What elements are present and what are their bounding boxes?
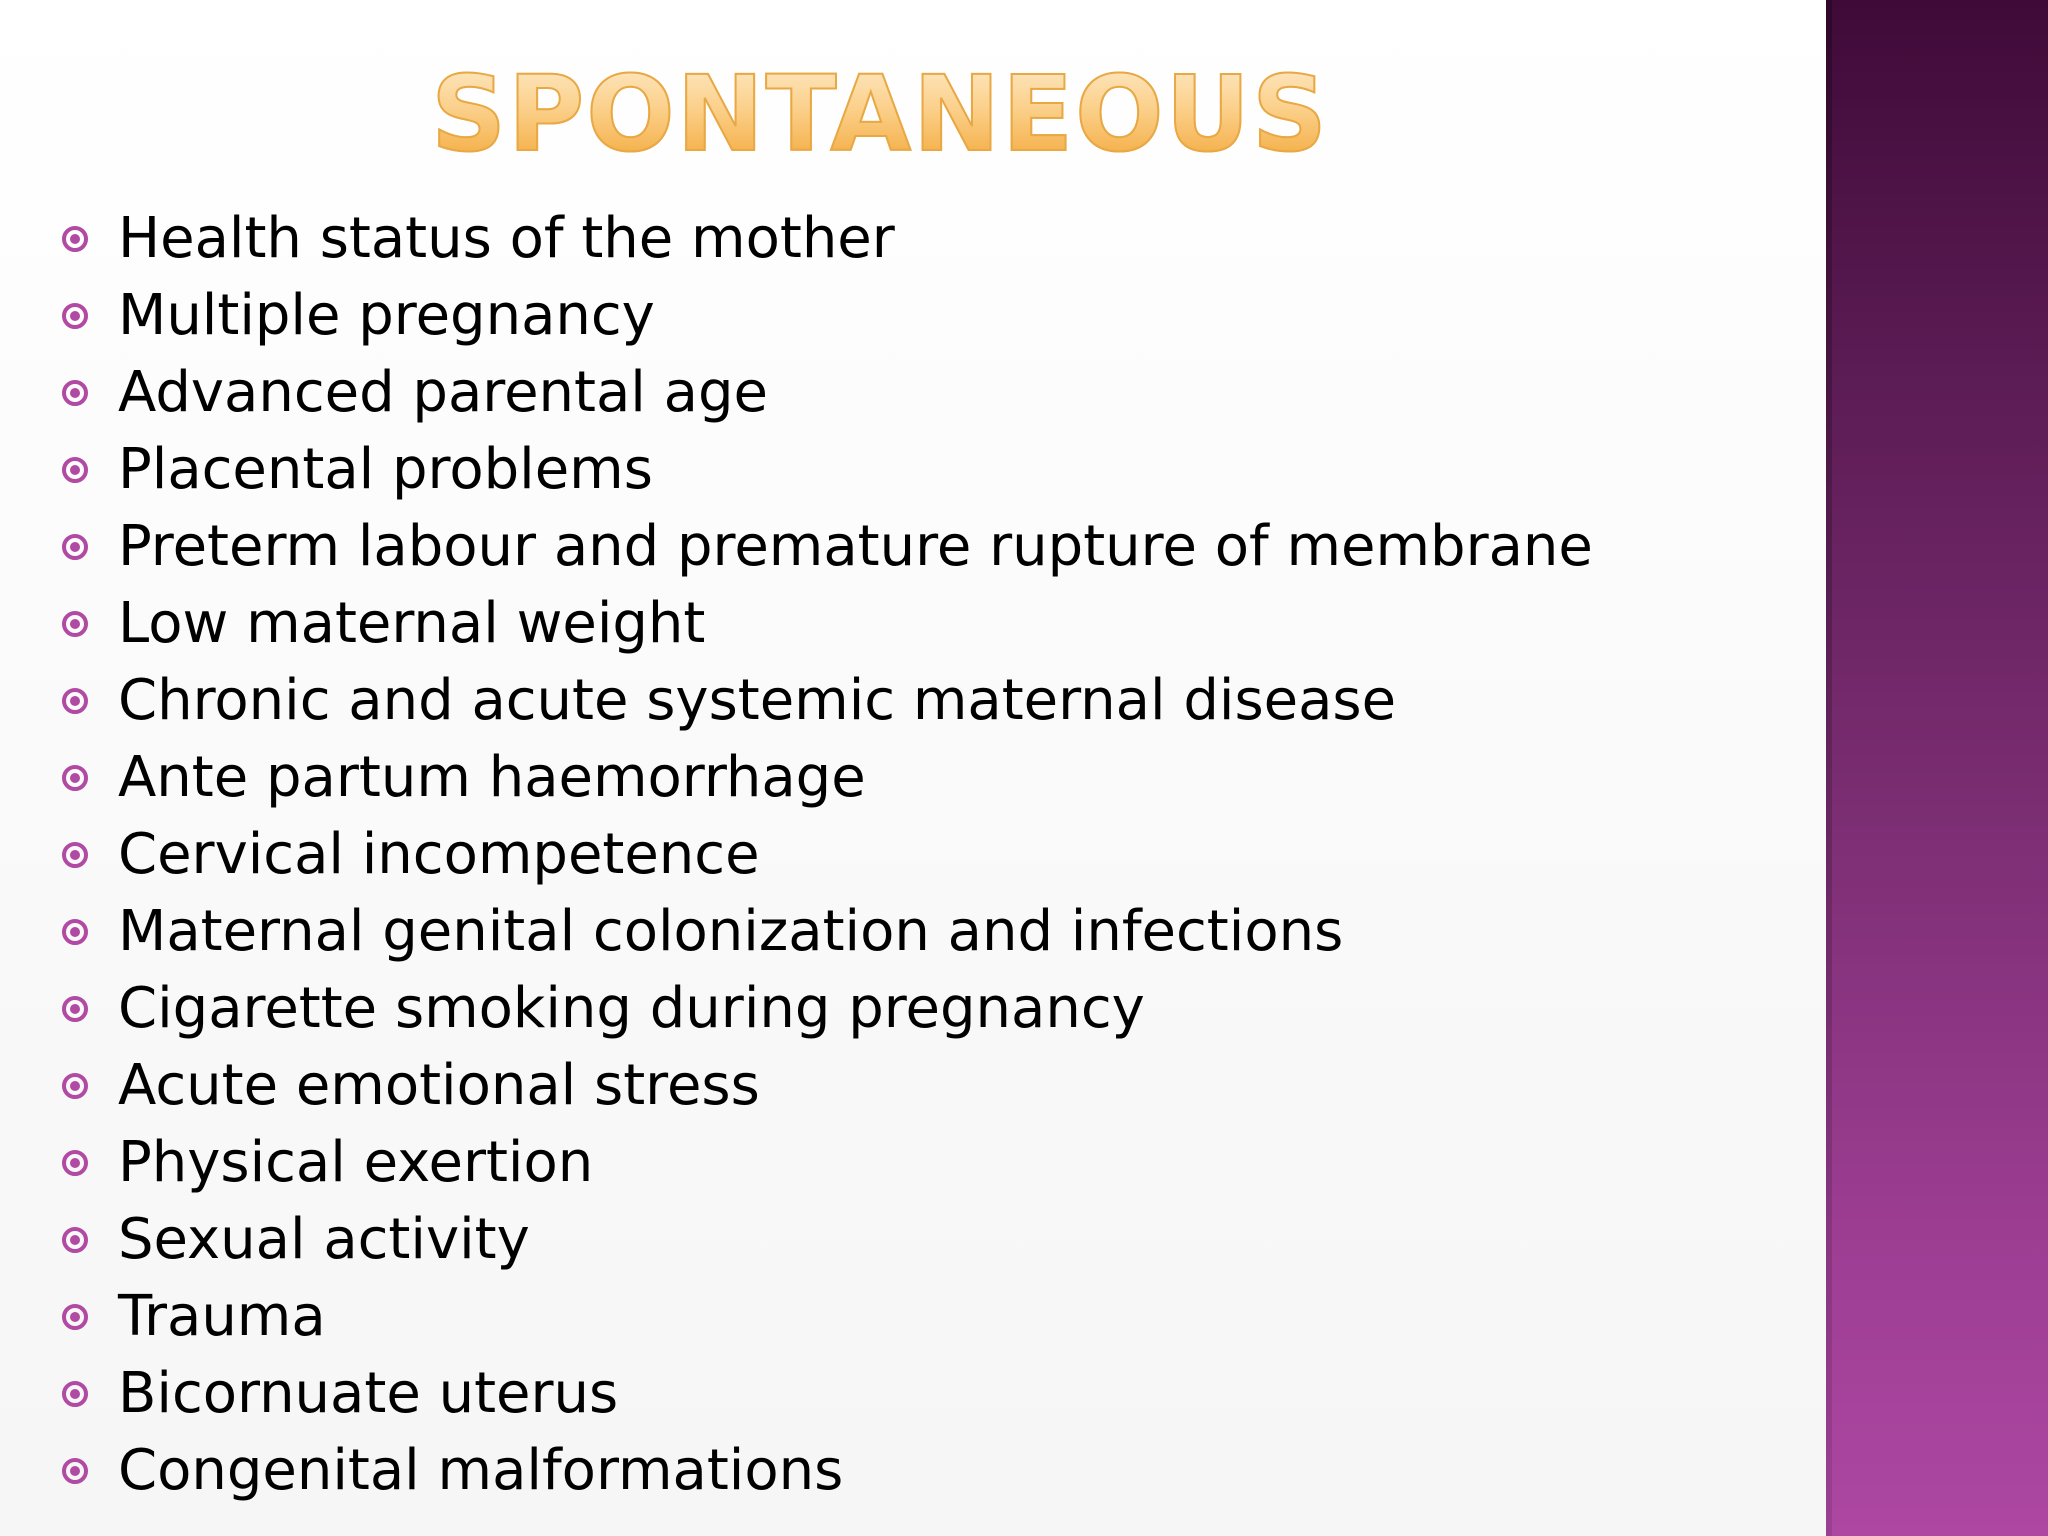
list-item-text: Physical exertion <box>118 1129 594 1195</box>
target-bullet-icon <box>62 226 88 252</box>
list-item-text: Bicornuate uterus <box>118 1360 619 1426</box>
list-item-text: Ante partum haemorrhage <box>118 744 866 810</box>
target-bullet-icon <box>62 842 88 868</box>
list-item <box>62 816 1593 893</box>
list-item-text: Multiple pregnancy <box>118 282 655 348</box>
list-item-text: Maternal genital colonization and infections <box>118 898 1344 964</box>
list-item-text: Acute emotional stress <box>118 1052 760 1118</box>
list-item-text: Preterm labour and premature rupture of membrane <box>118 513 1593 579</box>
list-item <box>62 662 1593 739</box>
list-item-text: Trauma <box>118 1283 326 1349</box>
target-bullet-icon <box>62 380 88 406</box>
decorative-side-band <box>1826 0 2048 1536</box>
target-bullet-icon <box>62 611 88 637</box>
list-item-text: Cervical incompetence <box>118 821 760 887</box>
target-bullet-icon <box>62 996 88 1022</box>
list-item <box>62 585 1593 662</box>
target-bullet-icon <box>62 1304 88 1330</box>
target-bullet-icon <box>62 765 88 791</box>
list-item <box>62 893 1593 970</box>
target-bullet-icon <box>62 1227 88 1253</box>
list-item <box>62 277 1593 354</box>
target-bullet-icon <box>62 534 88 560</box>
target-bullet-icon <box>62 1458 88 1484</box>
target-bullet-icon <box>62 1150 88 1176</box>
list-item-text: Health status of the mother <box>118 205 895 271</box>
list-item <box>62 431 1593 508</box>
slide-title: SPONTANEOUS <box>0 62 1760 166</box>
list-item <box>62 200 1593 277</box>
list-item <box>62 1355 1593 1432</box>
list-item <box>62 1278 1593 1355</box>
target-bullet-icon <box>62 303 88 329</box>
list-item <box>62 1124 1593 1201</box>
target-bullet-icon <box>62 688 88 714</box>
list-item-text: Advanced parental age <box>118 359 768 425</box>
list-item-text: Low maternal weight <box>118 590 706 656</box>
list-item-text: Cigarette smoking during pregnancy <box>118 975 1145 1041</box>
bullet-list <box>62 200 1593 1509</box>
list-item-text: Congenital malformations <box>118 1437 844 1503</box>
list-item-text: Chronic and acute systemic maternal disease <box>118 667 1397 733</box>
list-item <box>62 1201 1593 1278</box>
target-bullet-icon <box>62 1073 88 1099</box>
list-item <box>62 1047 1593 1124</box>
list-item <box>62 1432 1593 1509</box>
list-item <box>62 508 1593 585</box>
list-item-text: Placental problems <box>118 436 653 502</box>
target-bullet-icon <box>62 457 88 483</box>
target-bullet-icon <box>62 919 88 945</box>
list-item-text: Sexual activity <box>118 1206 530 1272</box>
target-bullet-icon <box>62 1381 88 1407</box>
list-item <box>62 354 1593 431</box>
list-item <box>62 970 1593 1047</box>
list-item <box>62 739 1593 816</box>
